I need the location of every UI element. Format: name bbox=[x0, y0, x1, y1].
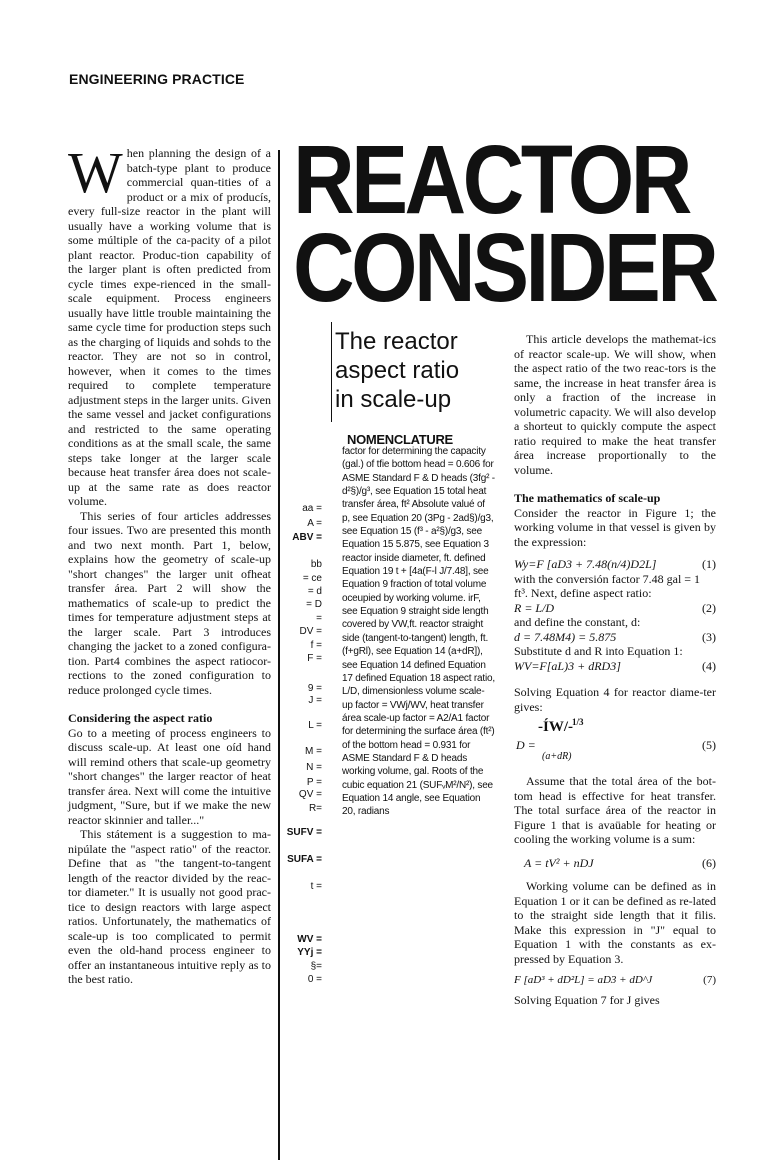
nomenclature-symbol: aa = bbox=[302, 503, 322, 514]
equation-2-number: (2) bbox=[702, 600, 716, 615]
substitute-text: Substitute d and R into Equation 1: bbox=[514, 644, 683, 658]
body-column-3 bbox=[514, 332, 716, 1007]
section-label: ENGINEERING PRACTICE bbox=[69, 71, 245, 87]
nomenclature-symbol: F = bbox=[307, 653, 322, 664]
nomenclature-symbol: = ce bbox=[302, 573, 322, 584]
subtitle-rule bbox=[331, 322, 332, 422]
article-title bbox=[293, 125, 716, 322]
nomenclature-symbol: 0 = bbox=[307, 974, 322, 985]
equation-4-body: WV=F[aL)3 + dRD3] bbox=[514, 658, 621, 673]
nomenclature-symbol: = bbox=[316, 613, 322, 624]
equation-5-number: (5) bbox=[702, 738, 716, 752]
solving-text: Solving Equation 4 for reactor diame-ter gives: bbox=[514, 685, 716, 714]
nomenclature-symbol: = D bbox=[306, 599, 322, 610]
nomenclature-symbol: ABV = bbox=[292, 532, 322, 543]
subtitle bbox=[335, 327, 459, 414]
equation-6-number: (6) bbox=[702, 855, 716, 870]
subtitle-line-1: The reactor bbox=[335, 328, 458, 355]
intro-text: hen planning the design of a batch-type plant to produce commercial quan-tities of a product or a mix of producís, every full-size reactor in the plant will usually have a working volume that is some múltiple of the ca-pacity of a pilot plant reactor. Produc-tion capability of the larger plant is often predicted from cycle times expe-rienced in the small-scale equipment. Process engineers usually have little trouble maintaining the same cycle time for production steps such as the charging of liquids and sohds to the reactor. They are not so in control, however, when it comes to the times required to complete temperature adjustment steps in the larger units. Given the same vessel and jacket configurations and restricted to the same operating conditions as at the small scale, the same steps take longer at the larger scale because heat transfer área does not scale-up at the same rate as does reactor volume. bbox=[68, 146, 271, 508]
equation-5 bbox=[514, 714, 716, 774]
body-column-1 bbox=[68, 140, 271, 987]
nomenclature-symbol: bb bbox=[310, 559, 322, 570]
equation-1-body: Wy=F [aD3 + 7.48(n/4)D2L] bbox=[514, 557, 657, 571]
nomenclature-symbol: R= bbox=[308, 803, 322, 814]
consider-paragraph: Consider the reactor in Figure 1; the working volume in that vessel is given by the expression: bbox=[514, 505, 716, 549]
equation-4-number: (4) bbox=[702, 658, 716, 673]
equation-7-body: F [aD³ + dD²L] = aD3 + dD^J bbox=[514, 974, 653, 986]
equation-4 bbox=[514, 659, 716, 674]
subhead-mathematics: The mathematics of scale-up bbox=[514, 491, 661, 505]
subhead-aspect-ratio: Considering the aspect ratio bbox=[68, 711, 213, 725]
nomenclature-symbol: = d bbox=[307, 586, 322, 597]
equation-3-number: (3) bbox=[702, 629, 716, 644]
nomenclature-symbol: YYj = bbox=[297, 947, 322, 958]
equation-3-body: d = 7.48M4) = 5.875 bbox=[514, 629, 617, 644]
equation-5-numerator: -ÍW/- bbox=[538, 719, 573, 735]
conversion-text: with the conversión factor 7.48 gal = 1 ft³. Next, define aspect ratio: bbox=[514, 571, 701, 600]
nomenclature-symbol: QV = bbox=[298, 789, 322, 800]
intro-paragraph bbox=[68, 140, 271, 509]
equation-6 bbox=[524, 856, 716, 871]
nomenclature-symbol: P = bbox=[306, 777, 322, 788]
equation-6-body: A = tV² + nDJ bbox=[524, 855, 594, 870]
nomenclature-symbol: §= bbox=[310, 961, 322, 972]
nomenclature-symbol: L = bbox=[308, 720, 322, 731]
constant-text: and define the constant, d: bbox=[514, 615, 641, 629]
equation-2 bbox=[514, 601, 716, 616]
working-volume-paragraph: Working volume can be defined as in Equation 1 or it can be defined as re-lated to the straight side length that it filis. Make this expression in "J" equal to Equation 1 with the constants as ex-pressed by Equation 3. bbox=[514, 879, 716, 966]
equation-5-lhs: D = bbox=[516, 738, 536, 752]
equation-7-number: (7) bbox=[703, 974, 716, 986]
nomenclature-symbol: 9 = bbox=[307, 683, 322, 694]
title-line-1: REACTOR bbox=[293, 125, 689, 234]
nomenclature-symbol: WV = bbox=[297, 934, 322, 945]
series-paragraph: This series of four articles addresses four issues. Two are presented this month and two next month. Part 1, below, explains how the geometry of scale-up "short changes" the larger unit ofheat transfer área. Part 2 will show the mathematics of scale-up to predict the times for temperature adjustment steps at the larger scale. Part 3 introduces changing the jacket to a zoned configura-tion. Part4 combines the aspect ratiocor-rections to the zoned configuration to reduce prolonged cycle times. bbox=[68, 508, 271, 697]
nomenclature-symbol: f = bbox=[310, 640, 322, 651]
article-intro-paragraph: This article develops the mathemat-ics of reactor scale-up. We will show, when the aspect ratio of the two reac-tors is the same, the increase in heat transfer área is only a fraction of the increase in volumetric capacity. We will also develop a shorteut to quickly compute the aspect ratio required to make the heat transfer área increase proportionally to the volume. bbox=[514, 332, 716, 477]
nomenclature-symbol: SUFV = bbox=[286, 827, 322, 838]
subtitle-line-3: in scale-up bbox=[335, 386, 452, 413]
equation-1 bbox=[514, 557, 716, 572]
nomenclature-symbol: J = bbox=[308, 695, 322, 706]
nomenclature-symbol: N = bbox=[306, 762, 322, 773]
equation-1-number: (1) bbox=[702, 557, 716, 571]
drop-cap: W bbox=[68, 140, 123, 205]
equation-5-exponent: 1/3 bbox=[572, 717, 584, 727]
title-rule bbox=[278, 150, 280, 1160]
nomenclature-symbol: t = bbox=[310, 881, 322, 892]
assume-paragraph: Assume that the total área of the bot-tom head is effective for heat transfer. The total surface área of the reactor in Figure 1 that is avaüable for heating or cooling the working volume is a sum: bbox=[514, 774, 716, 846]
equation-3 bbox=[514, 630, 716, 645]
nomenclature-symbol: DV = bbox=[299, 626, 322, 637]
nomenclature-symbol: M = bbox=[305, 746, 322, 757]
solving-j-text: Solving Equation 7 for J gives bbox=[514, 992, 660, 1007]
subtitle-line-2: aspect ratio bbox=[335, 357, 460, 384]
title-line-2: CONSIDER bbox=[293, 213, 716, 322]
nomenclature-symbol: A = bbox=[307, 518, 322, 529]
equation-2-body: R = L/D bbox=[514, 600, 555, 615]
nomenclature-definitions: factor for determining the capacity (gal.) of tfie bottom head = 0.606 for ASME Standard F & D heads (3fg² - d²§)/g³, see Equation 15 total heat transfer área, ft² Absolute valué of p, see Equation 20 (3Pg - 2ad§)/g3, see Equation 15 (f³ - a²§)/g3, see Equation 15 5.875, see Equation 3 reactor inside diameter, ft. defined Equation 19 t + [4a(F-l J/7.48], see Equation 9 fraction of total volume oceupied by working volume. irF, see Equation 9 straight side length covered by VW,ft. reactor straight side (tangent-to-tangent) length, ft. (f+gRl), see Equation 14 (a+dR]), see Equation 14 defined Equation 17 defined Equation 18 aspect ratio, L/D, dimensionless volume scale-up factor = VWj/WV, heat transfer área scale-up factor = A2/A1 factor for determining the surface área (ft²) of the bottom head = 0.931 for ASME Standard F & D heads working volume, gal. Roots of the cubic equation 21 (SUFᵥM²/N²), see Equation 14 angle, see Equation 20, radians bbox=[342, 446, 495, 818]
equation-5-denominator: (a+dR) bbox=[542, 751, 572, 762]
equation-7 bbox=[514, 973, 716, 988]
nomenclature-title: NOMENCLATURE bbox=[347, 432, 453, 447]
meeting-paragraph: Go to a meeting of process engineers to discuss scale-up. At least one oíd hand will remind others that scale-up geometry "short changes" the larger reactor of heat transfer área. Next will come the intuitive judgment, "Sure, but if we make the new reactor skinnier and taller..." bbox=[68, 725, 271, 827]
nomenclature-symbol: SUFA = bbox=[287, 854, 322, 865]
statement-paragraph: This státement is a suggestion to ma-nipúlate the "aspect ratio" of the reactor. Define that as "the tangent-to-tangent length of the reactor divided by the reac-tor diameter." It is usually not good prac-tice to design reactors with large aspect ratios. Unfortunately, the mathematics of scale-up is too complicated to permit even the old-hand process engineer to offer an instantaneous intuitive reply as to the best ratio. bbox=[68, 827, 271, 986]
